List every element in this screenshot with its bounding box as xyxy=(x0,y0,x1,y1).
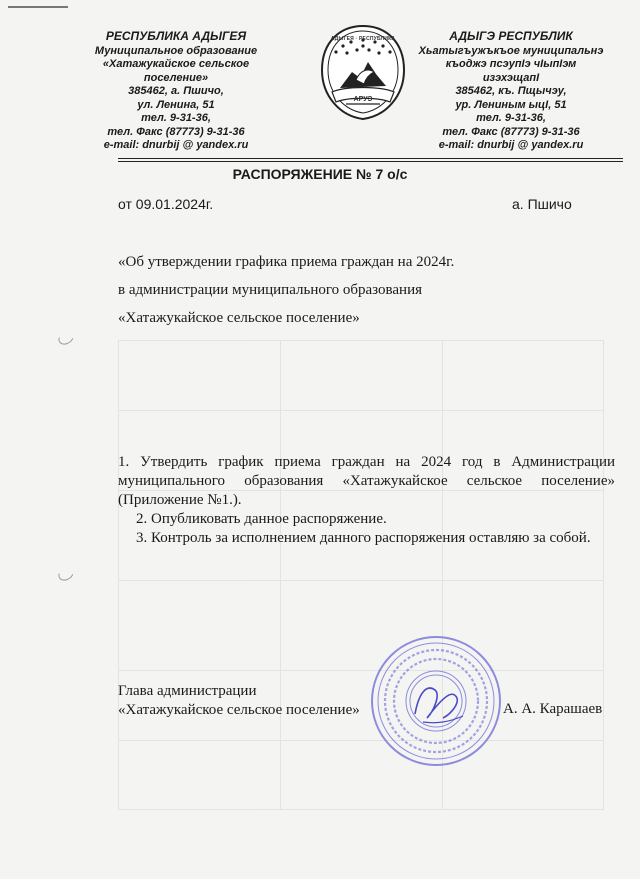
order-date: от 09.01.2024г. xyxy=(118,196,214,212)
header-left-line: поселение» xyxy=(143,71,209,84)
header-right-line: тел. Факс (87773) 9-31-36 xyxy=(442,125,580,138)
header-left-line: 385462, а. Пшичо, xyxy=(128,85,224,97)
header-left-title: РЕСПУБЛИКА АДЫГЕЯ xyxy=(105,29,247,43)
header-right-title: АДЫГЭ РЕСПУБЛИК xyxy=(449,29,573,43)
signature-position-line: «Хатажукайское сельское поселение» xyxy=(118,702,360,718)
signature-name: А. А. Карашаев xyxy=(503,701,603,717)
header-left-line: ул. Ленина, 51 xyxy=(137,98,215,111)
header-left-line: «Хатажукайское сельское xyxy=(102,58,250,70)
order-subject xyxy=(118,251,578,335)
order-title: РАСПОРЯЖЕНИЕ № 7 о/с xyxy=(232,166,408,182)
header-right-block xyxy=(404,30,618,153)
header-divider xyxy=(118,158,623,159)
header-right-line: ур. Лениным ыцІ, 51 xyxy=(455,98,567,111)
order-place: а. Пшичо xyxy=(512,196,572,212)
order-item-2: 2. Опубликовать данное распоряжение. xyxy=(136,511,387,527)
punch-hole-mark xyxy=(56,329,76,347)
official-stamp-icon xyxy=(367,632,505,770)
header-right-line: Хьатыгъужъкъое муниципальнэ xyxy=(418,44,604,57)
subject-line: «Хатажукайское сельское поселение» xyxy=(118,310,360,326)
bleed-through-table xyxy=(118,340,604,810)
header-right-line: 385462, къ. Пщычэу, xyxy=(455,85,567,97)
header-right-line: тел. 9-31-36, xyxy=(476,112,546,124)
emblem-banner-bottom: АРУЭ xyxy=(353,96,373,103)
header-left-line: тел. 9-31-36, xyxy=(141,112,211,124)
signature-position xyxy=(118,682,360,720)
signature-position-line: Глава администрации xyxy=(118,683,257,699)
order-item-1: 1. Утвердить график приема граждан на 2024 год в Администрации муниципального образования «Хатажукайское сельское поселение» (Приложение №1.). xyxy=(118,454,615,508)
order-items xyxy=(118,453,615,548)
scan-edge-mark xyxy=(8,6,68,8)
header-right-line: къоджэ псэупІэ чІыпІэм xyxy=(445,58,577,70)
header-right-line: e-mail: dnurbij @ yandex.ru xyxy=(438,139,584,151)
header-left-line: e-mail: dnurbij @ yandex.ru xyxy=(103,139,249,151)
punch-hole-mark xyxy=(56,565,76,583)
emblem-banner-top: АДЫГЕЯ · РЕСПУБЛИКА xyxy=(330,36,396,42)
subject-line: в администрации муниципального образования xyxy=(118,282,423,298)
header-left-line: тел. Факс (87773) 9-31-36 xyxy=(107,125,245,138)
header-right-line: изэхэщапІ xyxy=(482,71,540,84)
subject-line: «Об утверждении графика приема граждан на 2024г. xyxy=(118,254,455,270)
header-divider xyxy=(118,161,623,162)
header-left-line: Муниципальное образование xyxy=(94,44,258,57)
header-left-block xyxy=(62,30,290,153)
order-item-3: 3. Контроль за исполнением данного распоряжения оставляю за собой. xyxy=(136,530,591,546)
